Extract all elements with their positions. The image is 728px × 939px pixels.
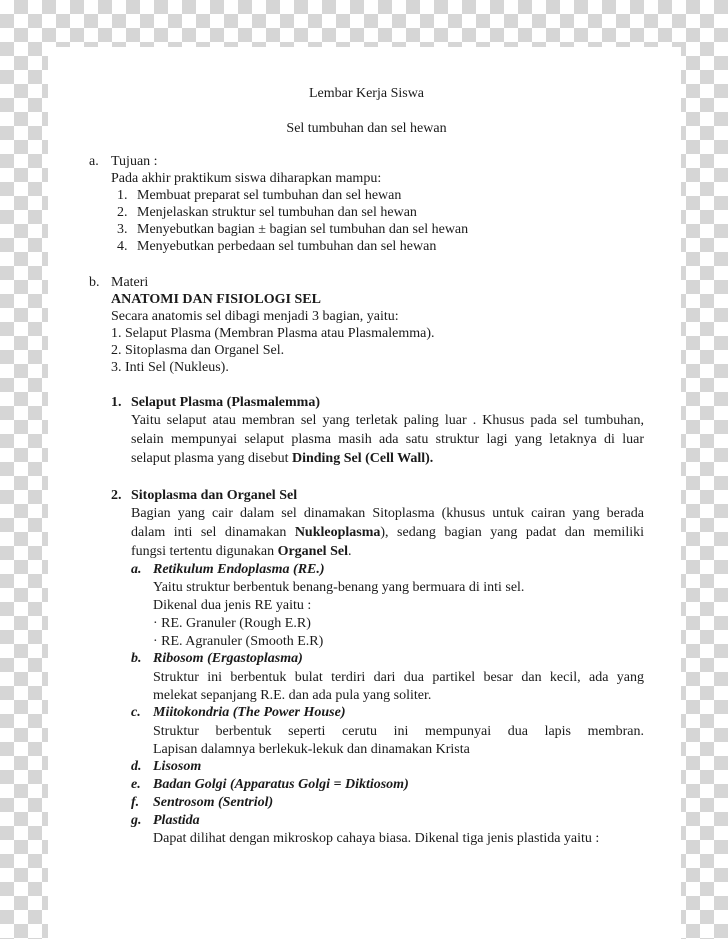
text-span: selaput plasma yang disebut <box>131 451 292 466</box>
list-item: Membuat preparat sel tumbuhan dan sel hewan <box>137 188 402 203</box>
section-b-marker: b. <box>89 275 100 290</box>
paragraph-line: Struktur berbentuk seperti cerutu ini mempunyai dua lapis membran. <box>153 724 644 739</box>
paragraph-line <box>131 524 644 542</box>
paragraph-line: Lapisan dalamnya berlekuk-lekuk dan dinamakan Krista <box>153 742 470 757</box>
list-item: 2. Sitoplasma dan Organel Sel. <box>111 343 285 358</box>
part-2-heading: Sitoplasma dan Organel Sel <box>131 488 298 503</box>
list-item-number: 3. <box>117 222 128 237</box>
document-page <box>48 47 681 939</box>
organelle-title: Badan Golgi (Apparatus Golgi = Diktiosom) <box>153 777 409 792</box>
text-span: ), sedang bagian yang padat dan memiliki <box>380 525 644 540</box>
paragraph-line <box>131 543 351 561</box>
part-2-number: 2. <box>111 488 122 503</box>
organelle-marker: d. <box>131 759 142 774</box>
organelle-title: Ribosom (Ergastoplasma) <box>153 651 303 666</box>
paragraph-line <box>131 450 433 468</box>
bold-term: Organel Sel <box>277 544 348 559</box>
list-item-number: 1. <box>117 188 128 203</box>
list-item: Menyebutkan perbedaan sel tumbuhan dan sel hewan <box>137 239 437 254</box>
part-1-heading: Selaput Plasma (Plasmalemma) <box>131 395 320 410</box>
section-a-heading: Tujuan : <box>111 154 158 169</box>
section-a-marker: a. <box>89 154 99 169</box>
section-b-heading: Materi <box>111 275 149 290</box>
section-a-intro: Pada akhir praktikum siswa diharapkan mampu: <box>111 171 382 186</box>
paragraph-line: Bagian yang cair dalam sel dinamakan Sitoplasma (khusus untuk cairan yang berada <box>131 506 644 521</box>
list-item: 1. Selaput Plasma (Membran Plasma atau Plasmalemma). <box>111 326 435 341</box>
organelle-title: Sentrosom (Sentriol) <box>153 795 274 810</box>
bold-term: Nukleoplasma <box>294 525 381 540</box>
organelle-title: Retikulum Endoplasma (RE.) <box>153 562 325 577</box>
text-span: dalam inti sel dinamakan <box>131 525 295 540</box>
list-item-number: 4. <box>117 239 128 254</box>
doc-subtitle: Sel tumbuhan dan sel hewan <box>286 121 447 136</box>
organelle-title: Plastida <box>153 813 200 828</box>
doc-title: Lembar Kerja Siswa <box>308 86 425 101</box>
bold-term: Dinding Sel (Cell Wall). <box>291 451 434 466</box>
text-span: . <box>347 544 352 559</box>
part-1-number: 1. <box>111 395 122 410</box>
organelle-title: Lisosom <box>153 759 202 774</box>
organelle-marker: b. <box>131 651 142 666</box>
paragraph-line: Yaitu selaput atau membran sel yang terletak paling luar . Khusus pada sel tumbuhan, <box>131 413 644 428</box>
organelle-marker: a. <box>131 562 142 577</box>
paragraph-line: Dikenal dua jenis RE yaitu : <box>153 598 312 613</box>
organelle-marker: f. <box>131 795 140 810</box>
organelle-marker: g. <box>131 813 142 828</box>
paragraph-line: selain mempunyai selaput plasma masih ada satu struktur lagi yang letaknya di luar <box>131 432 644 447</box>
organelle-title: Miitokondria (The Power House) <box>153 705 346 720</box>
section-b-subheading: ANATOMI DAN FISIOLOGI SEL <box>111 292 321 307</box>
section-b-intro: Secara anatomis sel dibagi menjadi 3 bagian, yaitu: <box>111 309 399 324</box>
paragraph-line: Dapat dilihat dengan mikroskop cahaya biasa. Dikenal tiga jenis plastida yaitu : <box>153 831 600 846</box>
organelle-marker: e. <box>131 777 141 792</box>
list-item: Menjelaskan struktur sel tumbuhan dan sel hewan <box>137 205 417 220</box>
bullet-line: · RE. Agranuler (Smooth E.R) <box>153 634 324 649</box>
list-item: Menyebutkan bagian ± bagian sel tumbuhan dan sel hewan <box>137 222 469 237</box>
paragraph-line: Yaitu struktur berbentuk benang-benang yang bermuara di inti sel. <box>153 580 525 595</box>
paragraph-line: Struktur ini berbentuk bulat terdiri dari dua partikel besar dan kecil, ada yang <box>153 670 644 685</box>
bullet-line: · RE. Granuler (Rough E.R) <box>153 616 311 631</box>
list-item: 3. Inti Sel (Nukleus). <box>111 360 229 375</box>
organelle-marker: c. <box>131 705 141 720</box>
text-span: fungsi tertentu digunakan <box>131 544 278 559</box>
paragraph-line: melekat sepanjang R.E. dan ada pula yang soliter. <box>153 688 432 703</box>
list-item-number: 2. <box>117 205 128 220</box>
